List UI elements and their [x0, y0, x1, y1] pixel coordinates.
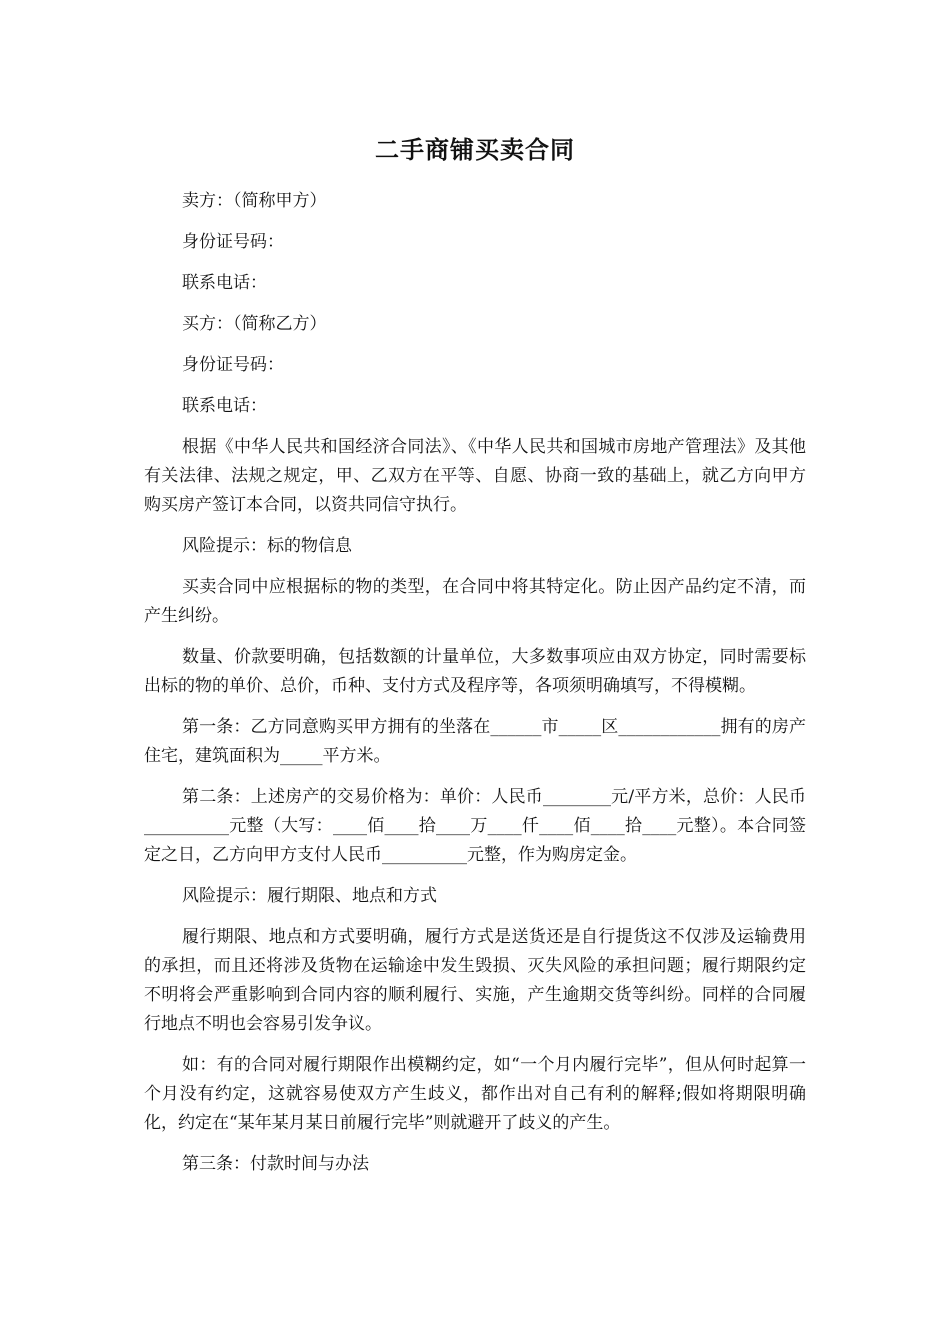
risk-tip-subject: 风险提示：标的物信息 — [182, 536, 352, 556]
buyer-phone-line: 联系电话： — [182, 396, 267, 416]
risk-tip-performance: 风险提示：履行期限、地点和方式 — [182, 886, 437, 906]
performance-paragraph: 履行期限、地点和方式要明确，履行方式是送货还是自行提货这不仅涉及运输费用的承担，而且还将涉及货物在运输途中发生毁损、灭失风险的承担问题；履行期限约定不明将会严重影响到合同内容的顺利履行、实施，产生逾期交货等纠纷。同样的合同履行地点不明也会容易引发争议。 — [144, 927, 806, 1034]
example-paragraph: 如：有的合同对履行期限作出模糊约定，如“一个月内履行完毕”，但从何时起算一个月没有约定，这就容易使双方产生歧义，都作出对自己有利的解释;假如将期限明确化，约定在“某年某月某日前履行完毕”则就避开了歧义的产生。 — [144, 1055, 806, 1133]
buyer-id-line: 身份证号码： — [182, 355, 284, 375]
subject-paragraph: 买卖合同中应根据标的物的类型，在合同中将其特定化。防止因产品约定不清，而产生纠纷。 — [144, 577, 806, 626]
article-three: 第三条：付款时间与办法 — [182, 1154, 369, 1174]
seller-id-line: 身份证号码： — [182, 232, 284, 252]
buyer-line: 买方：（简称乙方） — [182, 314, 327, 334]
preamble-paragraph: 根据《中华人民共和国经济合同法》、《中华人民共和国城市房地产管理法》及其他有关法律、法规之规定，甲、乙双方在平等、自愿、协商一致的基础上，就乙方向甲方购买房产签订本合同，以资共同信守执行。 — [144, 437, 806, 515]
article-two: 第二条：上述房产的交易价格为：单价：人民币________元/平方米，总价：人民币__________元整（大写：____佰____拾____万____仟____佰____拾____元整）。本合同签定之日，乙方向甲方支付人民币__________元整，作为购房定金。 — [144, 787, 806, 865]
article-one: 第一条：乙方同意购买甲方拥有的坐落在______市_____区____________拥有的房产住宅，建筑面积为_____平方米。 — [144, 717, 806, 766]
quantity-price-paragraph: 数量、价款要明确，包括数额的计量单位，大多数事项应由双方协定，同时需要标出标的物的单价、总价，币种、支付方式及程序等，各项须明确填写，不得模糊。 — [144, 647, 806, 696]
seller-line: 卖方：（简称甲方） — [182, 191, 327, 211]
document-title: 二手商铺买卖合同 — [375, 136, 575, 164]
document-body — [144, 187, 806, 1191]
seller-phone-line: 联系电话： — [182, 273, 267, 293]
